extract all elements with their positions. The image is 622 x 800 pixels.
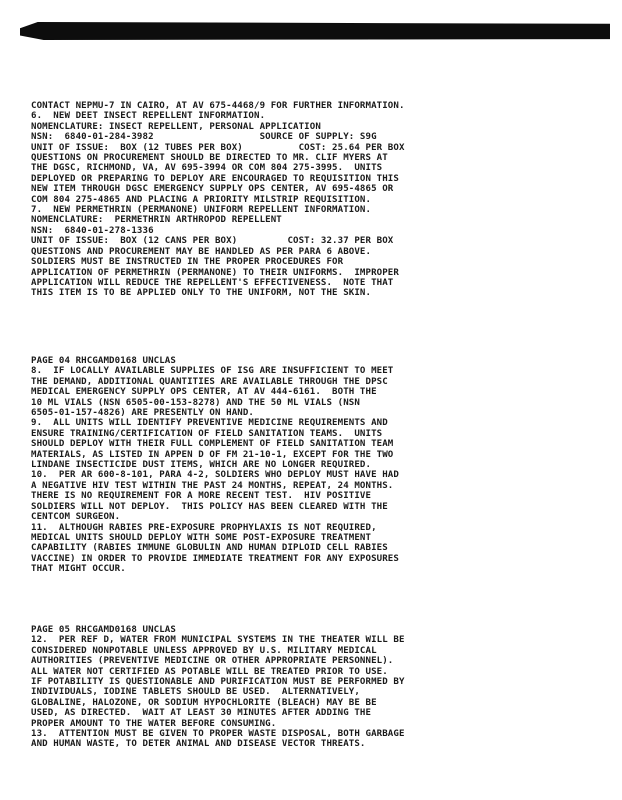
- text-line: MEDICAL UNITS SHOULD DEPLOY WITH SOME POST-EXPOSURE TREATMENT: [31, 532, 372, 543]
- text-line: MEDICAL EMERGENCY SUPPLY OPS CENTER, AT AV 444-6161. BOTH THE: [31, 387, 377, 398]
- text-line: LINDANE INSECTICIDE DUST ITEMS, WHICH ARE NO LONGER REQUIRED.: [31, 460, 372, 471]
- text-line: MATERIALS, AS LISTED IN APPEN D OF FM 21-10-1, EXCEPT FOR THE TWO: [31, 449, 394, 460]
- text-block-paragraphs-6-7: [31, 101, 405, 299]
- text-line: PAGE 05 RHCGAMD0168 UNCLAS: [31, 625, 176, 635]
- text-line: 11. ALTHOUGH RABIES PRE-EXPOSURE PROPHYLAXIS IS NOT REQUIRED,: [31, 522, 377, 533]
- text-line: USED, AS DIRECTED. WAIT AT LEAST 30 MINUTES AFTER ADDING THE: [31, 708, 372, 719]
- text-line: INDIVIDUALS, IODINE TABLETS SHOULD BE USED. ALTERNATIVELY,: [31, 687, 360, 698]
- text-line: APPLICATION WILL REDUCE THE REPELLENT'S EFFECTIVENESS. NOTE THAT: [31, 277, 394, 288]
- text-line: QUESTIONS AND PROCUREMENT MAY BE HANDLED AS PER PARA 6 ABOVE.: [31, 246, 372, 257]
- text-line: AND HUMAN WASTE, TO DETER ANIMAL AND DISEASE VECTOR THREATS.: [31, 739, 366, 750]
- text-line: APPLICATION OF PERMETHRIN (PERMANONE) TO THEIR UNIFORMS. IMPROPER: [31, 267, 399, 278]
- text-line: NSN: 6840-01-278-1336: [31, 225, 154, 236]
- text-line: UNIT OF ISSUE: BOX (12 TUBES PER BOX) COST: 25.64 PER BOX: [31, 142, 405, 153]
- text-line: A NEGATIVE HIV TEST WITHIN THE PAST 24 MONTHS, REPEAT, 24 MONTHS.: [31, 480, 394, 491]
- text-line: SOLDIERS WILL NOT DEPLOY. THIS POLICY HAS BEEN CLEARED WITH THE: [31, 501, 388, 512]
- text-line: QUESTIONS ON PROCUREMENT SHOULD BE DIRECTED TO MR. CLIF MYERS AT: [31, 153, 388, 164]
- text-line: SHOULD DEPLOY WITH THEIR FULL COMPLEMENT OF FIELD SANITATION TEAM: [31, 439, 394, 450]
- text-line: CENTCOM SURGEON.: [31, 512, 121, 523]
- text-line: 6505-01-157-4826) ARE PRESENTLY ON HAND.: [31, 408, 254, 419]
- text-line: IF POTABILITY IS QUESTIONABLE AND PURIFICATION MUST BE PERFORMED BY: [31, 677, 405, 688]
- text-line: SOLDIERS MUST BE INSTRUCTED IN THE PROPER PROCEDURES FOR: [31, 257, 344, 268]
- text-line: COM 804 275-4865 AND PLACING A PRIORITY MILSTRIP REQUISITION.: [31, 194, 372, 205]
- text-line: UNIT OF ISSUE: BOX (12 CANS PER BOX) COST: 32.37 PER BOX: [31, 236, 394, 247]
- text-line: CAPABILITY (RABIES IMMUNE GLOBULIN AND HUMAN DIPLOID CELL RABIES: [31, 543, 388, 554]
- text-line: 9. ALL UNITS WILL IDENTIFY PREVENTIVE MEDICINE REQUIREMENTS AND: [31, 418, 388, 429]
- text-line: AUTHORITIES (PREVENTIVE MEDICINE OR OTHER APPROPRIATE PERSONNEL).: [31, 656, 394, 667]
- text-block-page-05: [31, 625, 405, 750]
- text-line: NOMENCLATURE: PERMETHRIN ARTHROPOD REPELLENT: [31, 215, 282, 226]
- text-line: THIS ITEM IS TO BE APPLIED ONLY TO THE UNIFORM, NOT THE SKIN.: [31, 288, 372, 299]
- text-line: 10. PER AR 600-8-101, PARA 4-2, SOLDIERS WHO DEPLOY MUST HAVE HAD: [31, 470, 399, 481]
- text-line: 7. NEW PERMETHRIN (PERMANONE) UNIFORM REPELLENT INFORMATION.: [31, 205, 372, 216]
- text-line: ALL WATER NOT CERTIFIED AS POTABLE WILL BE TREATED PRIOR TO USE.: [31, 666, 388, 677]
- text-line: NOMENCLATURE: INSECT REPELLENT, PERSONAL APPLICATION: [31, 121, 321, 132]
- text-line: NSN: 6840-01-284-3982 SOURCE OF SUPPLY: S9G: [31, 132, 377, 143]
- text-line: ENSURE TRAINING/CERTIFICATION OF FIELD SANITATION TEAMS. UNITS: [31, 428, 383, 439]
- text-line: PROPER AMOUNT TO THE WATER BEFORE CONSUMING.: [31, 718, 277, 729]
- text-block-page-04: [31, 356, 399, 575]
- text-line: NEW ITEM THROUGH DGSC EMERGENCY SUPPLY OPS CENTER, AV 695-4865 OR: [31, 184, 394, 195]
- text-line: 8. IF LOCALLY AVAILABLE SUPPLIES OF ISG ARE INSUFFICIENT TO MEET: [31, 366, 394, 377]
- text-line: CONSIDERED NONPOTABLE UNLESS APPROVED BY U.S. MILITARY MEDICAL: [31, 645, 377, 656]
- text-line: 10 ML VIALS (NSN 6505-00-153-8278) AND THE 50 ML VIALS (NSN: [31, 397, 360, 408]
- text-line: PAGE 04 RHCGAMD0168 UNCLAS: [31, 356, 176, 366]
- text-line: DEPLOYED OR PREPARING TO DEPLOY ARE ENCOURAGED TO REQUISITION THIS: [31, 173, 399, 184]
- text-line: THE DGSC, RICHMOND, VA, AV 695-3994 OR COM 804 275-3995. UNITS: [31, 163, 383, 174]
- text-line: CONTACT NEPMU-7 IN CAIRO, AT AV 675-4468/9 FOR FURTHER INFORMATION.: [31, 101, 405, 111]
- text-line: 13. ATTENTION MUST BE GIVEN TO PROPER WASTE DISPOSAL, BOTH GARBAGE: [31, 729, 405, 740]
- text-line: THERE IS NO REQUIREMENT FOR A MORE RECENT TEST. HIV POSITIVE: [31, 491, 372, 502]
- text-line: THE DEMAND, ADDITIONAL QUANTITIES ARE AVAILABLE THROUGH THE DPSC: [31, 376, 388, 387]
- text-line: THAT MIGHT OCCUR.: [31, 564, 126, 575]
- text-line: 6. NEW DEET INSECT REPELLENT INFORMATION.: [31, 111, 266, 122]
- text-line: 12. PER REF D, WATER FROM MUNICIPAL SYSTEMS IN THE THEATER WILL BE: [31, 635, 405, 646]
- text-line: VACCINE) IN ORDER TO PROVIDE IMMEDIATE TREATMENT FOR ANY EXPOSURES: [31, 553, 399, 564]
- text-line: GLOBALINE, HALOZONE, OR SODIUM HYPOCHLORITE (BLEACH) MAY BE BE: [31, 697, 377, 708]
- redaction-bar: [20, 22, 610, 40]
